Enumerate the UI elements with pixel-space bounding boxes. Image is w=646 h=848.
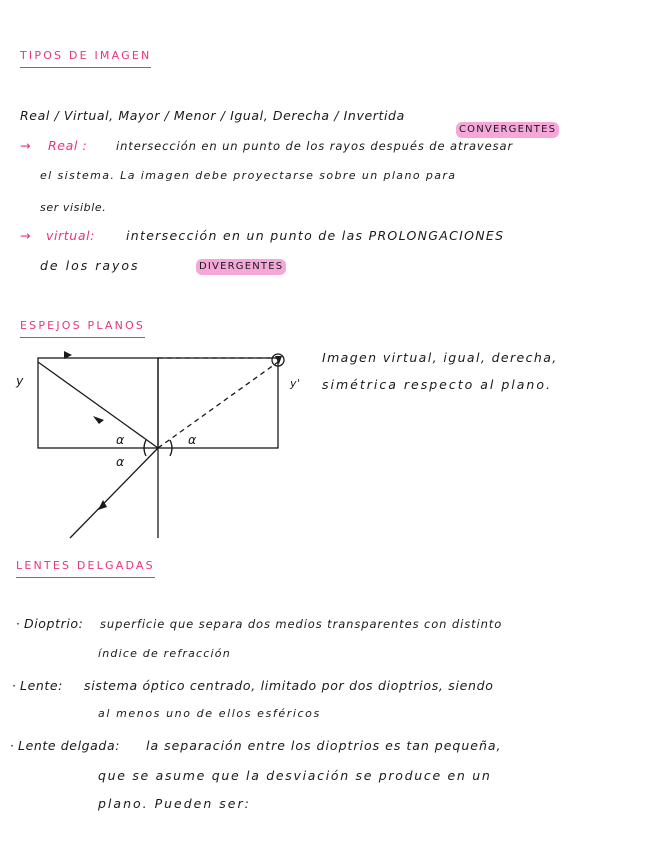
section-title-espejos: ESPEJOS PLANOS <box>20 319 146 332</box>
lente-delgada-line-2: que se asume que la desviación se produce en un <box>98 768 492 783</box>
dioptrio-line-1: superficie que separa dos medios transparentes con distinto <box>100 617 503 631</box>
real-label: Real : <box>48 138 88 153</box>
mirror-desc-line-2: simétrica respecto al plano. <box>322 377 552 392</box>
bullet-lente: · <box>12 678 17 693</box>
incident-ray <box>38 362 158 448</box>
term-lente: Lente: <box>20 678 63 693</box>
section-title-tipos: TIPOS DE IMAGEN <box>20 49 152 62</box>
real-line-3: ser visible. <box>40 201 107 214</box>
angle-label-1: α <box>116 432 125 447</box>
section-title-lentes: LENTES DELGADAS <box>16 559 155 572</box>
reflected-ray <box>70 448 158 538</box>
lente-delgada-line-3: plano. Pueden ser: <box>98 796 251 811</box>
bullet-lente-delgada: · <box>10 738 15 753</box>
object-label: y <box>16 373 24 388</box>
classification-line: Real / Virtual, Mayor / Menor / Igual, Derecha / Invertida <box>20 108 405 123</box>
virtual-label: virtual: <box>46 228 95 243</box>
dioptrio-line-2: índice de refracción <box>98 647 231 660</box>
angle-label-3: α <box>188 432 197 447</box>
real-arrow-icon: → <box>20 138 32 153</box>
image-label: y' <box>290 377 301 390</box>
term-dioptrio: Dioptrio: <box>24 616 84 631</box>
ray-arrowhead-incident <box>93 416 104 424</box>
converging-label: CONVERGENTES <box>456 122 559 138</box>
term-lente-delgada: Lente delgada: <box>18 738 121 753</box>
real-line-1: intersección en un punto de los rayos después de atravesar <box>116 139 514 153</box>
virtual-line-1: intersección en un punto de las PROLONGACIONES <box>126 228 505 243</box>
virtual-arrow-icon: → <box>20 228 32 243</box>
angle-label-2: α <box>116 454 125 469</box>
lente-line-1: sistema óptico centrado, limitado por dos dioptrios, siendo <box>84 678 494 693</box>
real-line-2: el sistema. La imagen debe proyectarse sobre un plano para <box>40 169 457 182</box>
mirror-desc-line-1: Imagen virtual, igual, derecha, <box>322 350 558 365</box>
virtual-line-2: de los rayos <box>40 258 140 273</box>
lente-line-2: al menos uno de ellos esféricos <box>98 707 321 720</box>
diverging-label: DIVERGENTES <box>196 259 286 275</box>
lente-delgada-line-1: la separación entre los dioptrios es tan pequeña, <box>146 738 502 753</box>
bullet-dioptrio: · <box>16 616 21 631</box>
virtual-extension-ray <box>158 362 278 448</box>
